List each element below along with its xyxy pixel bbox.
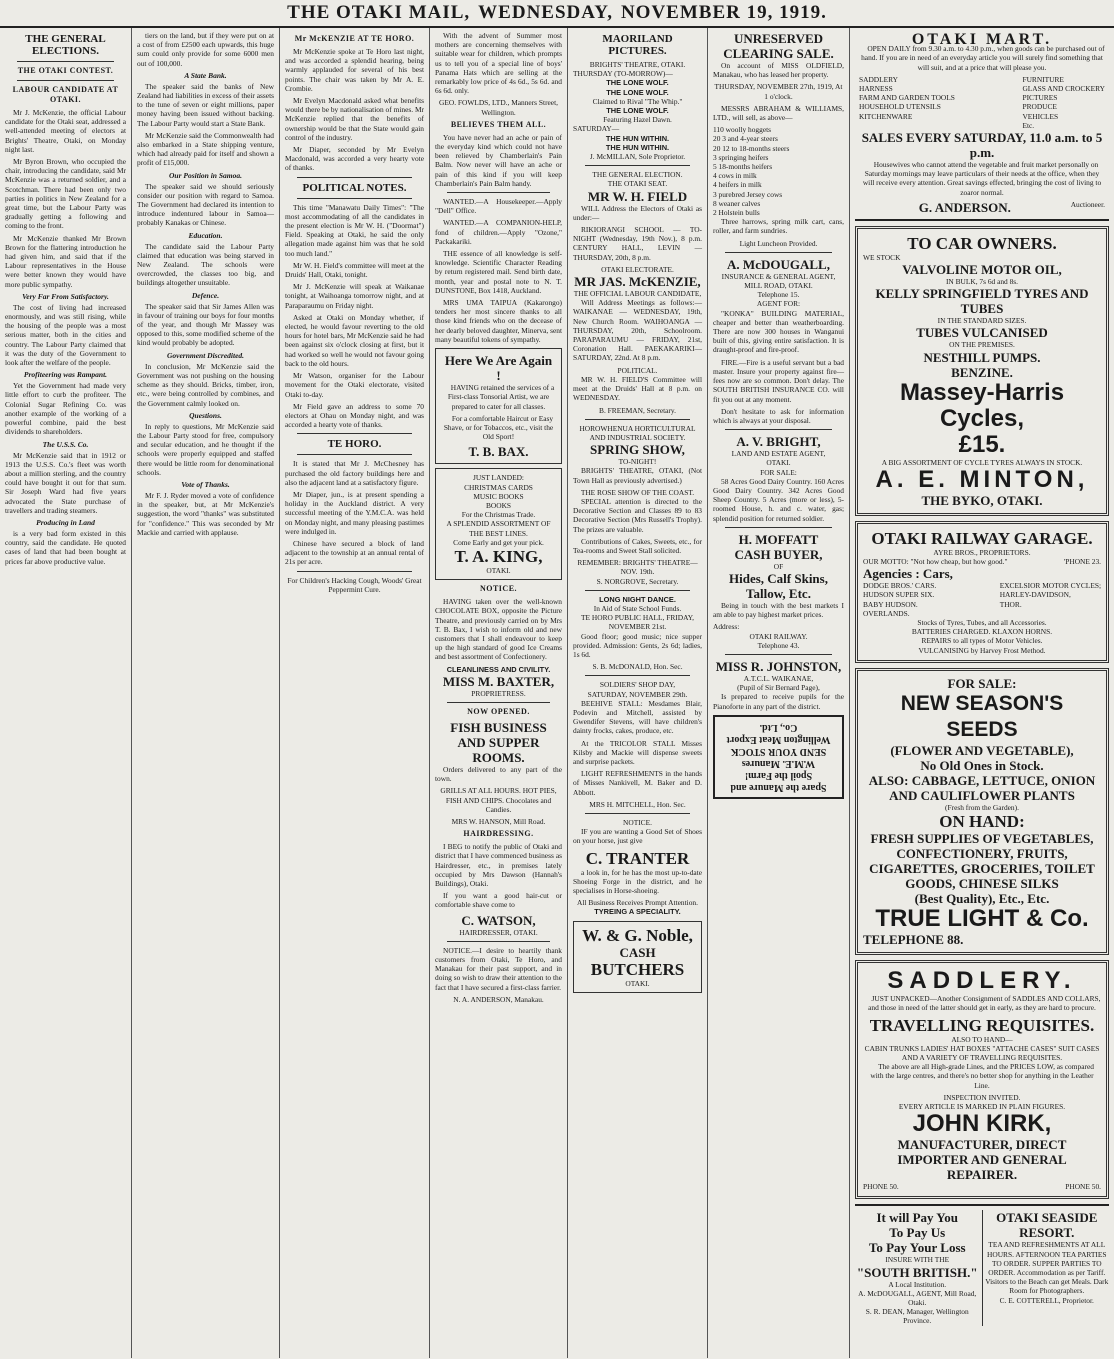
spring-show: SPRING SHOW, <box>590 442 685 458</box>
thursday: THURSDAY (TO-MORROW)— <box>573 69 673 79</box>
agency-item: DODGE BROS.' CARS. <box>863 581 937 591</box>
film-title: THE LONE WOLF. <box>606 106 669 116</box>
article-paragraph: LIGHT REFRESHMENTS in the hands of Misses Nankivell, M. Baker and D. Abbott. <box>573 769 702 797</box>
article-paragraph: Mr Diaper, seconded by Mr Evelyn Macdonald, was accorded a very hearty vote of thanks. <box>285 145 424 173</box>
electorate: OTAKI ELECTORATE. <box>601 264 674 274</box>
inverted-line: W.M.E. Manures <box>741 757 816 769</box>
article-paragraph: Contributions of Cakes, Sweets, etc., for Tea-rooms and Sweet Stall solicited. <box>573 536 702 555</box>
address-line: OTAKI RAILWAY. <box>749 631 808 641</box>
article-paragraph: BEEHIVE STALL: Mesdames Blair, Podevin and Mitchell, assisted by Gwendifer Stevens, will have children's dainty frocks, cakes, produce, etc. <box>573 698 702 736</box>
cash-buyer: CASH BUYER, <box>734 546 823 562</box>
masthead-title: THE OTAKI MAIL, <box>287 2 471 23</box>
batteries: BATTERIES CHARGED. KLAXON HORNS. <box>911 627 1053 637</box>
seaside-heading: OTAKI SEASIDE RESORT. <box>996 1210 1098 1241</box>
bulk: IN BULK, 7s 6d and 8s. <box>945 277 1019 287</box>
goods-item: SADDLERY <box>859 74 899 84</box>
mitchell: MRS H. MITCHELL, Hon. Sec. <box>589 799 686 809</box>
article-paragraph: a look in, for he has the most up-to-date Shoeing Forge in the district, and he specialises in Horse-shoeing. <box>573 867 702 896</box>
king-town: OTAKI. <box>486 565 511 575</box>
tonight: TO-NIGHT! <box>618 457 657 467</box>
article-paragraph: is a very bad form existed in this country, said the candidate. He quoted cases of land that had been bought at prices far above productive value. <box>5 528 126 566</box>
subheading: Questions. <box>189 410 222 420</box>
political-notes-heading: POLITICAL NOTES. <box>302 181 407 194</box>
kirk-phone: PHONE 50. <box>1065 1182 1101 1192</box>
list-item: 4 cows in milk <box>713 171 757 181</box>
subheading: The U.S.S. Co. <box>42 439 89 449</box>
long-night-dance: LONG NIGHT DANCE. <box>599 594 676 604</box>
notice-heading: NOTICE. <box>479 584 518 594</box>
benzine: BENZINE. <box>951 364 1013 380</box>
masthead-day: WEDNESDAY, <box>478 2 613 23</box>
pay-line: To Pay Us <box>889 1225 946 1241</box>
garage-ad <box>855 521 1109 663</box>
article-paragraph: Mr McKenzie said that in 1912 or 1913 the U.S.S. Co.'s fleet was worth about a million sterling, and the country could have bought it out for that sum. Sir Joseph Ward had five years advocated the State purchase of travellers and trading steamers. <box>5 450 126 515</box>
article-paragraph: HAVING taken over the well-known CHOCOLATE BOX, opposite the Picture Theatre, and previously carried on by Mrs T. B. Bax, I wish to inform old and new customers that I shall endeavour to keep up the high standard of good Ice Creams and best assortment of Confectionery. <box>435 597 562 662</box>
article-paragraph: IF you are wanting a Good Set of Shoes on your horse, just give <box>573 827 702 846</box>
article-paragraph: At the TRICOLOR STALL Misses Kilsby and Mackie will dispense sweets and surprise packets. <box>573 738 702 766</box>
byko: THE BYKO, OTAKI. <box>921 492 1043 508</box>
mckenzie-name: MR JAS. McKENZIE, <box>574 274 701 290</box>
article-paragraph: SPECIAL attention is directed to the Decorative Section and Classes 89 to 83 Decorative Section (Mrs Russell's Trophy). The prizes are valuable. <box>573 496 702 534</box>
article-paragraph: MESSRS ABRAHAM & WILLIAMS, LTD., will sell, as above— <box>713 103 844 123</box>
telephone-88: TELEPHONE 88. <box>863 932 964 948</box>
subheading: A State Bank. <box>184 70 227 80</box>
seeds-kind: (FLOWER AND VEGETABLE), <box>890 742 1074 758</box>
johnston-pupil: (Pupil of Sir Bernard Page), <box>737 683 820 693</box>
south-british: "SOUTH BRITISH." <box>856 1264 978 1280</box>
column-2 <box>132 28 280 1358</box>
we-stock: WE STOCK <box>863 252 901 262</box>
inspection: INSPECTION INVITED. <box>943 1092 1021 1102</box>
article-paragraph: In conclusion, Mr McKenzie said the Government was not pushing on the housing scheme as they should. Bricks, timber, iron, etc., were being controlled by combines, and the Government calmly looked on. <box>137 361 274 408</box>
bax-text: HAVING retained the services of a First-class Tonsorial Artist, we are prepared to cater for all classes. <box>447 383 555 411</box>
column-3 <box>280 28 430 1358</box>
mckenzie-title: THE OFFICIAL LABOUR CANDIDATE, <box>573 289 702 299</box>
article-paragraph: I BEG to notify the public of Otaki and district that I have commenced business as Hairdresser, etc., in premises lately occupied by Mrs Dawson (Hannah's Buildings), Otaki. <box>435 842 562 888</box>
plants: ALSO: CABBAGE, LETTUCE, ONION AND CAULIFLOWER PLANTS <box>868 772 1096 803</box>
tubes: TUBES VULCANISED <box>916 325 1048 341</box>
article-paragraph: "KONKA" BUILDING MATERIAL, cheaper and better than weatherboarding. There are now 300 houses in Wanganui built of this, giving entire satisfaction. It is draught-proof and fire-proof. <box>713 308 844 355</box>
garage-heading: OTAKI RAILWAY GARAGE. <box>871 528 1093 548</box>
kirk-title: MANUFACTURER, DIRECT IMPORTER AND GENERAL REPAIRER. <box>897 1137 1067 1183</box>
classified-ad: WANTED.—A Housekeeper.—Apply "Dell" Office. <box>435 197 562 216</box>
subheading: Vote of Thanks. <box>181 479 230 489</box>
hides: Hides, Calf Skins, Tallow, Etc. <box>729 570 828 601</box>
article-paragraph: Being in touch with the best markets I am able to pay highest market prices. <box>713 600 844 620</box>
king-ad <box>435 468 562 580</box>
film-title: THE LONE WOLF. <box>606 87 669 97</box>
hort-society: HOROWHENUA HORTICULTURAL AND INDUSTRIAL SOCIETY. <box>579 423 696 442</box>
agency-item: THOR. <box>999 599 1022 609</box>
mart-heading: OTAKI MART. <box>911 31 1053 48</box>
article-paragraph: Good floor; good music; nice supper provided. Admission: Gents, 2s 6d; ladies, 1s 6d. <box>573 631 702 659</box>
inverted-line: Spare the Manure and Spoil the Farm! <box>730 769 827 793</box>
goods-item: PICTURES <box>1022 93 1058 103</box>
bright-title: LAND AND ESTATE AGENT, <box>731 449 826 459</box>
article-paragraph: Mr McKenzie spoke at Te Horo last night, and was accorded a splendid hearing, being warmly applauded for several of his best points. The chair was taken by Mr A. E. Crombie. <box>285 47 424 93</box>
classified-ad: MRS UMA TAIPUA (Kakarongo) tenders her most sincere thanks to all those kind friends who on the decease of her dearly beloved daughter, Minerva, sent many beautiful tokens of sympathy. <box>435 298 562 344</box>
king-line: BOOKS <box>485 500 512 510</box>
soldiers-shop: SOLDIERS' SHOP DAY, <box>599 680 676 690</box>
tranter-note: All Business Receives Prompt Attention. <box>577 898 698 908</box>
proprietress: PROPRIETRESS. <box>471 688 526 698</box>
norgrove: S. NORGROVE, Secretary. <box>596 576 679 586</box>
watson-name: C. WATSON, <box>461 912 536 928</box>
baxter-name: MISS M. BAXTER, <box>442 673 555 689</box>
film-title: THE HUN WITHIN. <box>605 133 670 143</box>
travelling: TRAVELLING REQUISITES. <box>869 1015 1095 1035</box>
article-paragraph: Asked at Otaki on Monday whether, if elected, he would favour reverting to the old hours for hotel bars, Mr McKenzie said he had been against six o'clock closing at first, but it had worked so well he would not favour going back to the old hours. <box>285 312 424 368</box>
list-item: 5 18-months heifers <box>713 162 773 172</box>
massey-harris: Massey-Harris Cycles, <box>899 378 1065 432</box>
agency-list <box>863 581 1101 618</box>
goods-item: HARNESS <box>859 84 893 94</box>
dance-venue: TE HORO PUBLIC HALL, FRIDAY, NOVEMBER 21st. <box>581 613 694 632</box>
goods-item: FARM AND GARDEN TOOLS <box>859 93 955 103</box>
goods-item: PRODUCE <box>1022 102 1057 112</box>
subheading: Producing in Land <box>36 517 95 527</box>
list-item: 20 3 and 4-year steers <box>713 134 778 144</box>
article-paragraph: Mr Watson, organiser for the Labour movement for the Otaki electorate, visited Otaki to-day. <box>285 371 424 399</box>
mcmillan: J. McMILLAN, Sole Proprietor. <box>589 152 686 162</box>
dance-sec: S. B. McDONALD, Hon. Sec. <box>592 662 683 672</box>
list-item: 2 Holstein bulls <box>713 208 760 218</box>
fish-business: FISH BUSINESS AND SUPPER ROOMS. <box>450 719 547 765</box>
kelly: KELLY SPRINGFIELD TYRES AND TUBES <box>875 286 1089 317</box>
te-horo-heading: TE HORO. <box>327 438 382 451</box>
noble-butchers: BUTCHERS <box>590 959 685 979</box>
subheading: Defence. <box>191 290 220 300</box>
list-item: 3 purebred Jersey cows <box>713 189 783 199</box>
article-paragraph: NOTICE.—I desire to heartily thank customers from Otaki, Te Horo, and Manakau for their past support, and in doing so wish to draw their attention to the fact that I have secured a first-class farrier. <box>435 945 562 992</box>
saddlery-text: JUST UNPACKED—Another Consignment of SADDLES AND COLLARS, and those in need of the latter should get in early, as they are hard to procure. <box>868 994 1101 1013</box>
article-paragraph: In reply to questions, Mr McKenzie said the Labour Party stood for free, compulsory and secular education, and he thought if the schools were properly equipped and staffed there would be little room for denominational schools. <box>137 421 274 477</box>
list-item: 4 heifers in milk <box>713 180 762 190</box>
saddlery-ad <box>855 960 1109 1199</box>
article-paragraph: tiers on the land, but if they were put on at a cost of from £2500 each upwards, this huge sum could only provide for some 6000 men out of 100,000. <box>137 31 274 68</box>
believes-heading: BELIEVES THEM ALL. <box>450 119 547 129</box>
film-note: Claimed to Rival "The Whip." <box>592 96 683 106</box>
unreserved: UNRESERVED <box>733 31 824 46</box>
kirk-phone: PHONE 50. <box>863 1182 899 1192</box>
ayre-bros: AYRE BROS., PROPRIETORS. <box>933 547 1031 557</box>
classified-ad: THE essence of all knowledge is self-knowledge. Scientific Character Reading by return registered mail. Send birth date, month, year and postal note to N. T. DUNSTONE, Box 1418, Auckland. <box>435 249 562 295</box>
elections-heading: THE GENERAL ELECTIONS. <box>25 33 106 57</box>
car-owners-ad <box>855 226 1109 516</box>
noble-town: OTAKI. <box>625 978 650 988</box>
article-paragraph: This time "Manawatu Daily Times": "The most accommodating of all the candidates in the present election is Mr W. H. ("Doormat") Field. Speaking at Otaki, he said the only allegation made against him was that he sold too much land." <box>285 202 424 258</box>
saddlery-heading: SADDLERY. <box>887 967 1077 995</box>
article-paragraph: Mr McKenzie thanked Mr Brown Brown for the flattering introduction he had given him, and said that if the Labour representatives in the House were better known they would have more public sympathy. <box>5 233 126 289</box>
johnston-title: A.T.C.L. WAIKANAE, <box>743 673 814 683</box>
kirk-phone-row <box>863 1182 1101 1191</box>
mart-sign <box>859 200 1105 215</box>
stock-list <box>713 125 844 217</box>
king-line: A SPLENDID ASSORTMENT OF THE BEST LINES. <box>446 519 551 538</box>
article-paragraph: Orders delivered to any part of the town. <box>435 764 562 784</box>
stocks: Stocks of Tyres, Tubes, and all Accessories. <box>917 618 1047 628</box>
subheading: Education. <box>188 230 223 240</box>
list-item: 20 12 to 18-months steers <box>713 143 790 153</box>
mcdougall-name: A. McDOUGALL, <box>727 256 830 272</box>
king-line: Come Early and get your pick. <box>453 537 544 547</box>
film-title: THE HUN WITHIN. <box>605 142 670 152</box>
king-line: CHRISTMAS CARDS <box>464 482 533 492</box>
on-hand: ON HAND: <box>939 812 1025 832</box>
pay-line: To Pay Your Loss <box>868 1240 966 1256</box>
article-paragraph: BRIGHTS' THEATRE, OTAKI, (Not Town Hall as previously advertised.) <box>573 466 702 485</box>
premises: ON THE PREMISES. <box>949 340 1015 350</box>
bax-text: For a comfortable Haircut or Easy Shave, or for Tobaccos, etc., visit the Old Sport! <box>443 413 554 442</box>
bright-town: OTAKI. <box>766 458 791 468</box>
assortment: A BIG ASSORTMENT OF CYCLE TYRES ALWAYS IN STOCK. <box>881 457 1083 467</box>
king-line: MUSIC BOOKS <box>473 491 524 501</box>
subheading: Our Position in Samoa. <box>169 170 242 180</box>
luncheon: Light Luncheon Provided. <box>739 238 818 248</box>
noble-cash: CASH <box>619 944 656 960</box>
seaside-text: TEA AND REFRESHMENTS AT ALL HOURS. AFTERNOON TEA PARTIES TO ORDER. SUPPER PARTIES TO ORDER. Accommodation as per Tariff. <box>987 1240 1107 1277</box>
list-item: 3 springing heifers <box>713 152 769 162</box>
for-sale: FOR SALE: <box>760 467 797 477</box>
column-1 <box>0 28 132 1358</box>
saturday: SATURDAY— <box>573 124 620 134</box>
john-kirk: JOHN KIRK, <box>912 1110 1052 1138</box>
theatre: BRIGHTS' THEATRE, OTAKI. <box>589 60 686 69</box>
rose-show: THE ROSE SHOW OF THE COAST. <box>580 487 695 497</box>
masthead <box>0 0 1114 28</box>
anderson-sign: N. A. ANDERSON, Manakau. <box>453 994 544 1004</box>
south-british-ad <box>855 1210 983 1325</box>
article-paragraph: Mr J. McKenzie, the official Labour candidate for the Otaki seat, addressed a well-attended meeting of electors at Brights' Theatre, Otaki, on Monday night last. <box>5 108 126 154</box>
garden-note: (Fresh from the Garden). <box>945 802 1019 812</box>
agent-for: AGENT FOR: <box>756 299 801 309</box>
anderson-name: G. ANDERSON. <box>918 199 1011 215</box>
article-paragraph: Don't hesitate to ask for information which is always at your disposal. <box>713 406 844 425</box>
labour-candidate-heading: LABOUR CANDIDATE AT OTAKI. <box>12 85 119 104</box>
dean: S. R. DEAN, Manager, Wellington Province. <box>865 1307 969 1326</box>
moffatt-name: H. MOFFATT <box>738 531 819 547</box>
hairdressing-heading: HAIRDRESSING. <box>463 829 534 839</box>
article-paragraph: It is stated that Mr J. McChesney has purchased the old factory buildings here and also the adjacent land at a satisfactory figure. <box>285 459 424 487</box>
bax-headline: Here We Are Again ! <box>444 353 553 384</box>
travel-variety: AND A VARIETY OF TRAVELLING REQUISITES. <box>901 1052 1063 1062</box>
mart-text: OPEN DAILY from 9.30 a.m. to 4.30 p.m., when goods can be purchased out of hand. If you are in need of an everyday article you will surely find something that will suit, and at a price that will please you. <box>861 44 1105 72</box>
seeds-ad <box>855 668 1109 955</box>
fowlds-signature: GEO. FOWLDS, LTD., Manners Street, Wellington. <box>439 98 558 117</box>
seaside-text: Visitors to the Beach can get Meals. Dark Room for Photographers. <box>985 1277 1109 1296</box>
dance-aid: In Aid of State School Funds. <box>593 603 682 613</box>
goods-item: HOUSEHOLD UTENSILS <box>859 102 941 112</box>
otaki-seat: THE OTAKI SEAT. <box>607 179 668 189</box>
goods-item: Etc. <box>1022 120 1035 130</box>
article-paragraph: MR W. H. FIELD'S Committee will meet at the Druids' Hall at 8 p.m. on WEDNESDAY. <box>573 374 702 403</box>
agency-item: EXCELSIOR MOTOR CYCLES; <box>999 581 1101 591</box>
column-5 <box>568 28 708 1358</box>
article-paragraph: Mr Diaper, jun., is at present spending a holiday in the Auckland district. A very successful meeting of the Y.M.C.A. was held on Monday night, and many pleasing pastimes were indulged in. <box>285 489 424 536</box>
noble-name: W. & G. Noble, <box>582 925 693 945</box>
tyreing: TYREING A SPECIALITY. <box>594 907 681 917</box>
maoriland-heading: MAORILAND PICTURES. <box>602 33 673 57</box>
agency-item: HUDSON SUPER SIX. <box>863 590 935 600</box>
agency-item: HARLEY-DAVIDSON, <box>999 590 1071 600</box>
agencies: Agencies : Cars, <box>863 566 953 582</box>
article-paragraph: Mr Byron Brown, who occupied the chair, introducing the candidate, said Mr McKenzie was a returned soldier, and a Scotchman. There had been only two parties in politics in New Zealand for a great time, but the Labour Party was gradually getting a following and coming to the front. <box>5 157 126 231</box>
article-paragraph: Chinese have secured a block of land adjacent to the township at an annual rental of 21s per acre. <box>285 538 424 567</box>
article-paragraph: RIKIORANGI SCHOOL — TO-NIGHT (Wednesday, 19th Nov.), 8 p.m. CENTURY HALL, LEVIN — THURSDAY, 20th, 8 p.m. <box>573 225 702 262</box>
subheading: Very Far From Satisfactory. <box>22 291 109 301</box>
mcdougall-agent: A. McDOUGALL, AGENT, Mill Road, Otaki. <box>858 1288 977 1307</box>
article-paragraph: The speaker said the banks of New Zealand had liabilities in excess of their assets to the tune of seven or eight millions, paper money having been issued without backing. The Labour Party would start a State Bank. <box>137 81 274 128</box>
new-seeds: NEW SEASON'S SEEDS <box>900 691 1064 741</box>
article-paragraph: You have never had an ache or pain of the everyday kind which could not have been relieved by Chamberlain's Pain Balm. Now never will have an ache or pain of this kind if you will keep Chamberlain's Pain Balm handy. <box>435 132 562 188</box>
subheading: Government Discredited. <box>166 350 245 360</box>
article-paragraph: The speaker said that Sir James Allen was in favour of training our boys for four months of the year, and though Mr Massey was opposed to this, some modified scheme of the kind would probably be adopted. <box>137 301 274 348</box>
vulcanising: VULCANISING by Harvey Frost Method. <box>918 645 1046 655</box>
notice-heading: NOTICE. <box>623 818 652 828</box>
true-light: TRUE LIGHT & Co. <box>875 905 1089 933</box>
sizes: IN THE STANDARD SIZES. <box>937 316 1027 326</box>
mcdougall-address: MILL ROAD, OTAKI. <box>744 281 813 291</box>
king-name: T. A. KING, <box>454 546 543 566</box>
article-paragraph: FIRE.—Fire is a useful servant but a bad master. Insure your property against fire—fees now are so common. Don't delay. The SOUTH BRITISH INSURANCE CO. will fit you out at any moment. <box>713 357 844 404</box>
quality: (Best Quality), Etc., Etc. <box>914 891 1050 907</box>
address-tel: Telephone 43. <box>757 640 800 650</box>
mart-goods <box>859 75 1105 130</box>
mcdougall-title: INSURANCE & GENERAL AGENT, <box>721 271 836 281</box>
shop-date: SATURDAY, NOVEMBER 29th. <box>587 689 688 699</box>
article-paragraph: Will Address Meetings as follows:— WAIKANAE — WEDNESDAY, 19th, New Church Room. WAIHOANGA — THURSDAY, 20th, Schoolroom. PARAPARAUMU — FRIDAY, 21st, Coronation Hall. PAEKAKARIKI—SATURDAY, 22nd. At 8 p.m. <box>573 298 702 363</box>
article-paragraph: The cost of living had increased enormously, and was still rising, while the housing of the people was a most serious matter, both in the cities and country. The Labour Party claimed that it was the duty of the Government to look after the welfare of the people. <box>5 302 126 368</box>
grills: GRILLS AT ALL HOURS. HOT PIES, FISH AND CHIPS. Chocolates and Candies. <box>440 786 557 814</box>
auctioneer: Auctioneer. <box>1070 199 1105 209</box>
pay-line: It will Pay You <box>876 1210 958 1226</box>
classified-ad: WANTED.—A COMPANION-HELP, fond of children.—Apply "Ozone," Packakariki. <box>435 218 562 246</box>
inverted-ad <box>713 715 844 799</box>
column-7 <box>850 28 1114 1358</box>
tranter-name: C. TRANTER <box>585 848 690 868</box>
sales-line: SALES EVERY SATURDAY, 11.0 a.m. to 5 p.m. <box>861 130 1103 161</box>
goods-item: VEHICLES <box>1022 111 1059 121</box>
inverted-line: Wellington Meat Export Co., Ltd. <box>726 721 831 745</box>
article-paragraph: 58 Acres Good Dairy Country. 160 Acres Good Dairy Country. 342 Acres Good Sheep Country. 5 Acres (more or less), 5-roomed House, h. and c. water, gas; splendid position for returned soldier. <box>713 476 844 523</box>
article-paragraph: Mr J. McKenzie will speak at Waikanae tonight, at Waihoanga tomorrow night, and at Paraparaumu on Friday night. <box>285 282 424 310</box>
article-paragraph: On account of MISS OLDFIELD, Manakau, who has leased her property. <box>713 61 844 80</box>
cough-cure-ad: For Children's Hacking Cough, Woods' Great Peppermint Cure. <box>287 575 422 594</box>
insure: INSURE WITH THE <box>885 1255 950 1265</box>
cycle-price: £15. <box>958 430 1006 458</box>
inverted-line: SEND YOUR STOCK <box>730 745 827 757</box>
subheading: Profiteering was Rampant. <box>23 370 108 380</box>
car-owners: TO CAR OWNERS. <box>907 233 1057 253</box>
political-label: POLITICAL. <box>617 365 658 375</box>
film-featuring: Featuring Hazel Dawn. <box>603 115 672 125</box>
freeman: B. FREEMAN, Secretary. <box>599 405 676 415</box>
general-election: THE GENERAL ELECTION. <box>592 170 683 180</box>
johnston-name: MISS R. JOHNSTON, <box>715 658 842 674</box>
watson-title: HAIRDRESSER, OTAKI. <box>459 927 538 937</box>
of-label: OF <box>773 561 784 571</box>
field-name: MR W. H. FIELD <box>587 188 688 204</box>
column-6 <box>708 28 850 1358</box>
column-4 <box>430 28 568 1358</box>
article-paragraph: WILL Address the Electors of Otaki as under:— <box>573 203 702 222</box>
garage-phone: 'PHONE 23. <box>1063 557 1101 567</box>
minton: A. E. MINTON, <box>875 465 1089 493</box>
meat-export-ad <box>713 715 844 799</box>
otaki-mart-ad <box>855 31 1109 221</box>
article-paragraph: If you want a good hair-cut or comfortable shave come to <box>435 891 562 910</box>
cotterell: C. E. COTTERELL, Proprietor. <box>999 1295 1094 1305</box>
article-paragraph: Three harrows, spring milk cart, cans, roller, and farm sundries. <box>713 217 844 236</box>
agency-item: OVERLANDS. <box>863 608 910 618</box>
local-inst: A Local Institution. <box>888 1279 947 1289</box>
article-paragraph: Mr Field gave an address to some 70 electors at Ohau on Monday night, and was accorded a hearty vote of thanks. <box>285 401 424 430</box>
king-line: JUST LANDED: <box>473 473 524 483</box>
te-horo-meeting-heading: Mr McKENZIE AT TE HORO. <box>294 34 415 43</box>
fresh-supplies: FRESH SUPPLIES OF VEGETABLES, CONFECTIONERY, FRUITS, CIGARETTES, GROCERIES, TOILET GOODS, CHINESE SILKS <box>869 831 1095 892</box>
remember: REMEMBER: BRIGHTS' THEATRE—NOV. 19th. <box>577 558 698 577</box>
masthead-date: NOVEMBER 19, 1919. <box>620 2 827 23</box>
bax-ad <box>435 348 562 464</box>
travel-items: CABIN TRUNKS LADIES' HAT BOXES "ATTACHE CASES" SUIT CASES <box>864 1043 1100 1053</box>
article-paragraph: With the advent of Summer most mothers are concerning themselves with suitable wear for children, which prompts us to tell you of a special line of boys' Panama Hats which are selling at the remarkably low price of 4s 6d., 5s 6d. and 6s 6d. only. <box>435 31 562 96</box>
hanson: MRS W. HANSON, Mill Road. <box>451 816 546 826</box>
film-title: THE LONE WOLF. <box>606 78 669 88</box>
article-paragraph: Mr F. J. Ryder moved a vote of confidence in the speaker, but, at Mr McKenzie's suggestion, the word "thanks" was substituted for "confidence." This was seconded by Mr Mackie and carried with applause. <box>137 490 274 537</box>
motto: OUR MOTTO: "Not how cheap, but how good." <box>863 557 1008 567</box>
saddlery-text: The above are all High-grade Lines, and the PRICES LOW, as compared with the large centres, and there's no better shop for anything in the Leather Line. <box>870 1062 1094 1090</box>
article-paragraph: Yet the Government had made very little effort to curb the profiteer. The Colonial Sugar Refining Co. was another example of the working of a powerful combine, paid the best dividends to shareholders. <box>5 381 126 437</box>
otaki-contest-heading: THE OTAKI CONTEST. <box>17 66 114 75</box>
king-line: For the Christmas Trade. <box>461 510 536 520</box>
goods-item: GLASS AND CROCKERY <box>1022 84 1105 94</box>
valvoline: VALVOLINE MOTOR OIL, <box>902 262 1062 278</box>
bottom-ads <box>855 1204 1109 1325</box>
clearing-sale: CLEARING SALE. <box>723 46 834 61</box>
seeds-note: No Old Ones in Stock. <box>920 757 1044 773</box>
article-paragraph: The speaker said we should seriously consider our position with regard to Samoa. The Government had declared its intention to introduce indentured labour in Samoa—probably Kanakas or Chinese. <box>137 181 274 228</box>
article-paragraph: Mr W. H. Field's committee will meet at the Druids' Hall, Otaki, tonight. <box>285 260 424 280</box>
mart-text: Housewives who cannot attend the vegetable and fruit market personally on Saturday mornings may leave particulars of their needs at the office, when they will receive every attention. Great savings effected, bringing the cost of living to zoaror normal. <box>862 160 1102 197</box>
seaside-ad <box>985 1210 1109 1325</box>
marked: EVERY ARTICLE IS MARKED IN PLAIN FIGURES. <box>898 1101 1066 1111</box>
bax-name: T. B. BAX. <box>468 444 529 460</box>
article-paragraph: The candidate said the Labour Party claimed that education was being starved in New Zealand. The schools were overcrowded, the classes too big, and buildings altogether unsuitable. <box>137 241 274 288</box>
list-item: 110 woolly hoggets <box>713 125 772 135</box>
repairs: REPAIRS to all types of Motor Vehicles. <box>921 636 1043 646</box>
article-paragraph: Mr Evelyn Macdonald asked what benefits would there be by nationalisation of mines. Mr McKenzie replied that the benefits of ownership would be that the State would gain control of the industry. <box>285 96 424 142</box>
agency-item: BABY HUDSON. <box>863 599 918 609</box>
list-item: 8 weaner calves <box>713 198 761 208</box>
also-to-hand: ALSO TO HAND— <box>951 1034 1013 1044</box>
goods-item: FURNITURE <box>1022 74 1064 84</box>
article-paragraph: Mr McKenzie said the Commonwealth had also embarked in a State shipping venture, which had already paid for itself and shown a profit of £15,000. <box>137 130 274 168</box>
now-opened: NOW OPENED. <box>467 706 530 716</box>
for-sale: FOR SALE: <box>947 675 1017 691</box>
mcdougall-tel: Telephone 15. <box>757 290 800 300</box>
address-label: Address: <box>713 622 740 632</box>
sale-date: THURSDAY, NOVEMBER 27th, 1919, At 1 o'clock. <box>714 82 843 101</box>
nesthill: NESTHILL PUMPS. <box>923 349 1041 365</box>
goods-item: KITCHENWARE <box>859 111 913 121</box>
bright-name: A. V. BRIGHT, <box>736 434 821 450</box>
article-paragraph: Is prepared to receive pupils for the Pianoforte in any part of the district. <box>713 692 844 711</box>
cleanliness: CLEANLINESS AND CIVILITY. <box>446 664 551 674</box>
noble-ad <box>573 921 702 993</box>
garage-motto-row <box>863 557 1101 566</box>
